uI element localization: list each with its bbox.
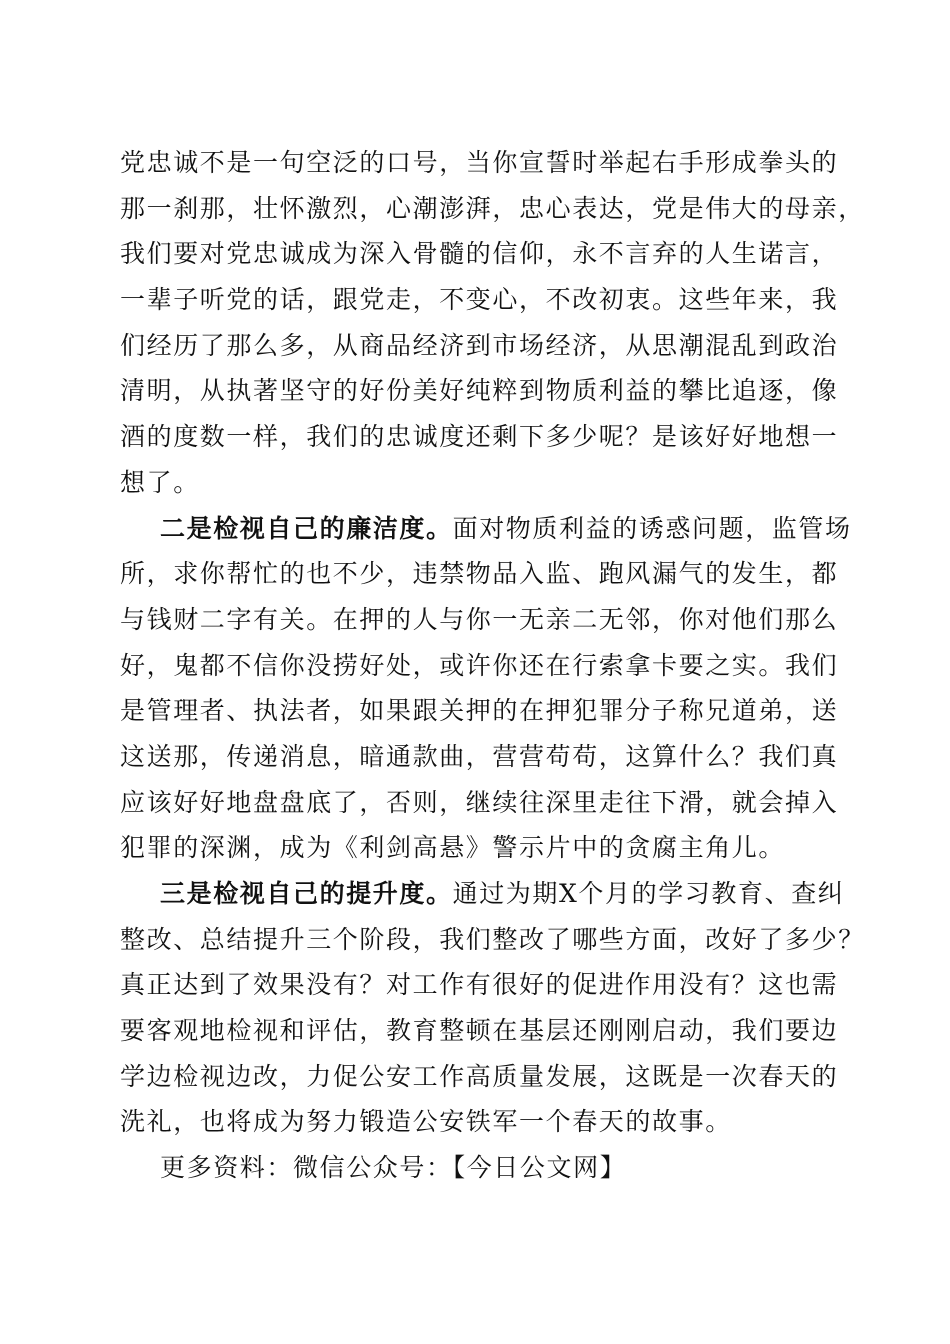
text-line: 一辈子听党的话，跟党走，不变心，不改初衷。这些年来，我 [120,285,839,315]
text-line: 真正达到了效果没有？对工作有很好的促进作用没有？这也需 [120,970,839,1000]
text-line: 好，鬼都不信你没捞好处，或许你还在行索拿卡要之实。我们 [120,650,839,680]
paragraph-first-line [120,871,845,917]
text-line: 洗礼，也将成为努力锻造公安铁军一个春天的故事。 [120,1107,732,1137]
text-line: 清明，从执著坚守的好份美好纯粹到物质利益的攀比追逐，像 [120,376,839,406]
text-line: 那一刹那，壮怀激烈，心潮澎湃，忠心表达，党是伟大的母亲， [120,193,865,223]
text-line: 想了。 [120,467,200,497]
paragraph-improvement [120,871,865,1145]
text-span: 面对物质利益的诱惑问题，监管场 [452,513,852,543]
text-line: 们经历了那么多，从商品经济到市场经济，从思潮混乱到政治 [120,330,839,360]
section-heading: 三是检视自己的提升度。 [160,879,453,908]
text-line: 犯罪的深渊，成为《利剑高悬》警示片中的贪腐主角儿。 [120,833,786,863]
section-heading: 二是检视自己的廉洁度。 [160,513,453,543]
text-line: 要客观地检视和评估，教育整顿在基层还刚刚启动，我们要边 [120,1016,839,1046]
paragraph-loyalty [120,140,865,506]
text-line: 这送那，传递消息，暗通款曲，营营苟苟，这算什么？我们真 [120,741,839,771]
text-line: 我们要对党忠诚成为深入骨髓的信仰，永不言弃的人生诺言， [120,239,839,269]
paragraph-first-line [120,506,852,552]
text-line: 与钱财二字有关。在押的人与你一无亲二无邻，你对他们那么 [120,604,839,634]
text-line: 是管理者、执法者，如果跟关押的在押犯罪分子称兄道弟，送 [120,696,839,726]
text-line: 整改、总结提升三个阶段，我们整改了哪些方面，改好了多少？ [120,924,865,954]
text-line: 所，求你帮忙的也不少，违禁物品入监、跑风漏气的发生，都 [120,559,839,589]
text-line: 党忠诚不是一句空泛的口号，当你宣誓时举起右手形成拳头的 [120,148,839,177]
document-body [120,140,865,1191]
text-line: 酒的度数一样，我们的忠诚度还剩下多少呢？是该好好地想一 [120,422,839,452]
footer-note: 更多资料：微信公众号：【今日公文网】 [160,1153,627,1183]
text-span: 通过为期X个月的学习教育、查纠 [452,879,845,908]
text-line: 学边检视边改，力促公安工作高质量发展，这既是一次春天的 [120,1061,839,1091]
paragraph-integrity [120,506,852,872]
text-line: 应该好好地盘盘底了，否则，继续往深里走往下滑，就会掉入 [120,787,839,817]
